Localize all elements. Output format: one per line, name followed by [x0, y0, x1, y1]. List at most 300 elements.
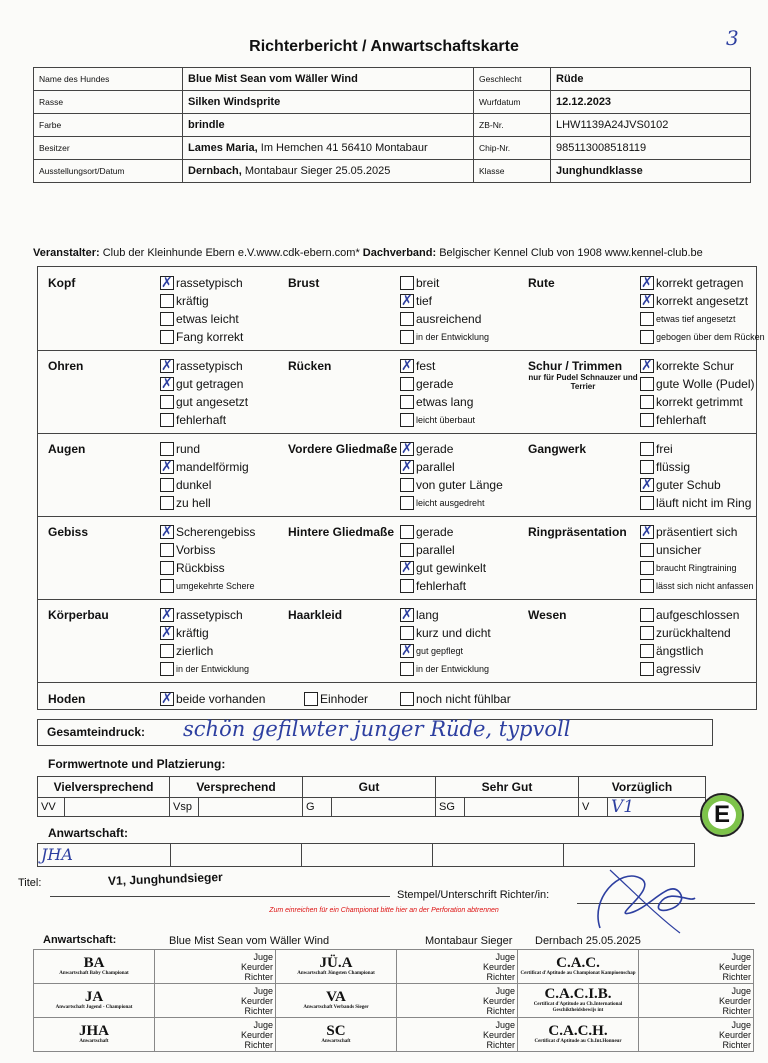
- checkbox-label: etwas leicht: [176, 312, 239, 326]
- checkbox-icon[interactable]: [160, 359, 174, 373]
- checkbox-rute-1[interactable]: [640, 294, 748, 308]
- class-label: Klasse: [474, 160, 551, 183]
- grade-cell-g[interactable]: [332, 798, 436, 817]
- judge-text: Richter: [486, 971, 515, 982]
- checkbox-label: in der Entwicklung: [416, 664, 490, 674]
- checkbox-wesen-1[interactable]: [640, 626, 731, 640]
- category-sub-label: nur für Pudel Schnauzer und Terrier: [528, 373, 638, 391]
- checkbox-haarkleid-0[interactable]: [400, 608, 439, 622]
- checkbox-label: gut angesetzt: [176, 395, 249, 409]
- zb-label: ZB-Nr.: [474, 114, 551, 137]
- checkbox-icon[interactable]: [400, 442, 414, 456]
- checkbox-brust-2[interactable]: [400, 312, 481, 326]
- checkbox-label: präsentiert sich: [656, 525, 738, 539]
- checkbox-augen-2[interactable]: [160, 478, 211, 492]
- checkbox-label: gute Wolle (Pudel): [656, 377, 755, 391]
- certificate-code: JÜ.A: [319, 955, 353, 971]
- certificate-code-cell[interactable]: [518, 950, 639, 984]
- checkbox-icon[interactable]: [640, 294, 654, 308]
- checkbox-label: in der Entwicklung: [416, 332, 490, 342]
- checkbox-icon[interactable]: [400, 330, 414, 344]
- checkbox-label: gut gewinkelt: [416, 561, 487, 575]
- checkbox-icon[interactable]: [160, 644, 174, 658]
- grade-cell-vsp[interactable]: [199, 798, 303, 817]
- checkbox-label: von guter Länge: [416, 478, 503, 492]
- checkbox-label: läuft nicht im Ring: [656, 496, 752, 510]
- association-text: Belgischer Kennel Club von 1908 www.kennel-club.be: [436, 247, 703, 259]
- certificate-code-cell[interactable]: [276, 950, 397, 984]
- class-value: Junghundklasse: [551, 160, 751, 183]
- checkbox-schur-1[interactable]: [640, 377, 755, 391]
- checkbox-icon[interactable]: [160, 561, 174, 575]
- checkbox-icon[interactable]: [400, 496, 414, 510]
- checkbox-label: Einhoder: [320, 692, 369, 706]
- checkbox-brust-1[interactable]: [400, 294, 432, 308]
- checkbox-icon[interactable]: [400, 312, 414, 326]
- category-label: Ringpräsentation: [528, 525, 627, 539]
- bottom-show: Montabaur Sieger: [425, 935, 513, 947]
- checkbox-icon[interactable]: [640, 626, 654, 640]
- checkbox-gebiss-0[interactable]: [160, 525, 255, 539]
- checkbox-icon[interactable]: [160, 330, 174, 344]
- organizer-label: Veranstalter:: [33, 247, 100, 259]
- checkbox-brust-0[interactable]: [400, 276, 439, 290]
- checkbox-label: Vorbiss: [176, 543, 216, 557]
- checkbox-ohren-0[interactable]: [160, 359, 243, 373]
- checkbox-icon[interactable]: [160, 294, 174, 308]
- checkbox-icon[interactable]: [160, 608, 174, 622]
- checkbox-icon[interactable]: [640, 478, 654, 492]
- checkbox-icon[interactable]: [160, 442, 174, 456]
- owner-value: [183, 137, 474, 160]
- checkbox-ohren-1[interactable]: [160, 377, 243, 391]
- page-number: 3: [726, 26, 739, 50]
- grade-code-v: V: [579, 798, 608, 817]
- checkbox-label: dunkel: [176, 478, 212, 492]
- checkbox-icon[interactable]: [400, 377, 414, 391]
- checkbox-icon[interactable]: [640, 525, 654, 539]
- checkbox-icon[interactable]: [400, 608, 414, 622]
- owner-address: Im Hemchen 41 56410 Montabaur: [257, 142, 428, 154]
- judge-text: Richter: [244, 1005, 273, 1016]
- judge-text: Juge: [253, 985, 273, 996]
- anwartschaft-value[interactable]: JHA: [38, 844, 171, 867]
- checkbox-icon[interactable]: [160, 312, 174, 326]
- table-row: [34, 137, 751, 160]
- checkbox-vordere-0[interactable]: [400, 442, 453, 456]
- judge-text: Keurder: [718, 995, 751, 1006]
- checkbox-ruecken-3[interactable]: [400, 413, 475, 427]
- checkbox-icon[interactable]: [640, 276, 654, 290]
- checkbox-label: aufgeschlossen: [656, 608, 740, 622]
- certificate-code: SC: [326, 1023, 346, 1039]
- certificate-code-cell[interactable]: [34, 984, 155, 1018]
- checkbox-label: frei: [656, 442, 673, 456]
- grade-cell-sg[interactable]: [465, 798, 579, 817]
- table-row: [34, 950, 754, 984]
- certificate-code-cell[interactable]: [276, 984, 397, 1018]
- checkbox-icon[interactable]: [160, 543, 174, 557]
- checkbox-koerperbau-1[interactable]: [160, 626, 209, 640]
- show-value: [183, 160, 474, 183]
- judge-cell: [639, 950, 754, 984]
- checkbox-icon[interactable]: [160, 626, 174, 640]
- category-label: Rücken: [288, 359, 332, 373]
- checkbox-vordere-1[interactable]: [400, 460, 455, 474]
- checkbox-label: etwas tief angesetzt: [656, 314, 736, 324]
- checkbox-kopf-0[interactable]: [160, 276, 243, 290]
- checkbox-icon[interactable]: [160, 413, 174, 427]
- category-ring: [528, 525, 627, 539]
- certificate-code: JHA: [79, 1023, 109, 1039]
- judge-text: Keurder: [718, 1029, 751, 1040]
- checkbox-hoden-2[interactable]: [400, 692, 511, 706]
- checkbox-augen-0[interactable]: [160, 442, 200, 456]
- color-value: brindle: [183, 114, 474, 137]
- checkbox-ring-2[interactable]: [640, 561, 737, 575]
- checkbox-ohren-3[interactable]: [160, 413, 226, 427]
- checkbox-label: umgekehrte Schere: [176, 581, 255, 591]
- checkbox-ohren-2[interactable]: [160, 395, 248, 409]
- category-label: Haarkleid: [288, 608, 343, 622]
- certificate-code-cell[interactable]: [518, 1018, 639, 1052]
- checkbox-icon[interactable]: [400, 359, 414, 373]
- bottom-place-date: Dernbach 25.05.2025: [535, 935, 641, 947]
- judge-text: Juge: [495, 985, 515, 996]
- checkbox-wesen-2[interactable]: [640, 644, 703, 658]
- grade-cell-vv[interactable]: [65, 798, 170, 817]
- checkbox-label: in der Entwicklung: [176, 664, 250, 674]
- checkbox-haarkleid-1[interactable]: [400, 626, 491, 640]
- category-label: Schur / Trimmen: [528, 359, 623, 373]
- checkbox-gangwerk-0[interactable]: [640, 442, 673, 456]
- show-label: Ausstellungsort/Datum: [34, 160, 183, 183]
- checkbox-label: korrekt angesetzt: [656, 294, 749, 308]
- checkbox-label: gebogen über dem Rücken: [656, 332, 765, 342]
- judge-cell: [155, 950, 276, 984]
- category-label: Vordere Gliedmaße: [288, 442, 398, 456]
- checkbox-icon[interactable]: [640, 460, 654, 474]
- checkbox-icon[interactable]: [400, 276, 414, 290]
- checkbox-icon[interactable]: [640, 561, 654, 575]
- category-label: Körperbau: [48, 608, 109, 622]
- checkbox-icon[interactable]: [160, 579, 174, 593]
- judge-text: Richter: [722, 1039, 751, 1050]
- overall-value: schön gefilwter junger Rüde, typvoll: [183, 717, 571, 741]
- checkbox-label: zurückhaltend: [656, 626, 731, 640]
- checkbox-icon[interactable]: [160, 478, 174, 492]
- checkbox-icon[interactable]: [400, 561, 414, 575]
- checkbox-icon[interactable]: [640, 395, 654, 409]
- checkbox-icon[interactable]: [400, 395, 414, 409]
- checkbox-schur-0[interactable]: [640, 359, 734, 373]
- certificate-code: JA: [84, 989, 104, 1005]
- checkbox-kopf-3[interactable]: [160, 330, 243, 344]
- table-row: [34, 1018, 754, 1052]
- category-label: Brust: [288, 276, 320, 290]
- grade-header-g: Gut: [303, 777, 436, 798]
- checkbox-icon[interactable]: [640, 377, 654, 391]
- judge-cell: [639, 984, 754, 1018]
- badge-letter: E: [713, 801, 730, 828]
- category-schur: [528, 359, 638, 391]
- certificate-sub: Anwartschaft Verbands Sieger: [303, 1005, 369, 1010]
- anwartschaft-cell[interactable]: [171, 844, 302, 867]
- checkbox-ring-3[interactable]: [640, 579, 754, 593]
- checkbox-gebiss-3[interactable]: [160, 579, 255, 593]
- checkbox-icon[interactable]: [640, 359, 654, 373]
- checkbox-gebiss-2[interactable]: [160, 561, 225, 575]
- checkbox-icon[interactable]: [640, 662, 654, 676]
- checkbox-haarkleid-2[interactable]: [400, 644, 463, 658]
- checkbox-koerperbau-0[interactable]: [160, 608, 243, 622]
- checkbox-icon[interactable]: [400, 579, 414, 593]
- checkbox-label: rassetypisch: [176, 359, 243, 373]
- titel-value[interactable]: V1, Junghundsieger: [107, 870, 223, 888]
- checkbox-icon[interactable]: [400, 525, 414, 539]
- checkbox-icon[interactable]: [640, 644, 654, 658]
- checkbox-rute-0[interactable]: [640, 276, 743, 290]
- category-ohren: [48, 359, 83, 373]
- checkbox-icon[interactable]: [400, 626, 414, 640]
- checkbox-rute-2[interactable]: [640, 312, 736, 326]
- sex-label: Geschlecht: [474, 68, 551, 91]
- certificate-code-cell[interactable]: [34, 950, 155, 984]
- checkbox-kopf-1[interactable]: [160, 294, 209, 308]
- checkbox-vordere-3[interactable]: [400, 496, 485, 510]
- checkbox-label: rassetypisch: [176, 608, 243, 622]
- grade-header-sg: Sehr Gut: [436, 777, 579, 798]
- judge-cell: [397, 950, 518, 984]
- grade-code-vsp: Vsp: [170, 798, 199, 817]
- checkbox-label: korrekt getrimmt: [656, 395, 743, 409]
- bottom-label: Anwartschaft:: [43, 934, 117, 946]
- checkbox-icon[interactable]: [160, 525, 174, 539]
- judge-text: Richter: [486, 1005, 515, 1016]
- certificate-code: C.A.C.H.: [548, 1023, 608, 1039]
- perforation-note: Zum einreichen für ein Championat bitte hier an der Perforation abtrennen: [269, 907, 499, 914]
- sex-value: Rüde: [551, 68, 751, 91]
- table-row: [34, 114, 751, 137]
- category-wesen: [528, 608, 566, 622]
- checkbox-gangwerk-1[interactable]: [640, 460, 690, 474]
- judge-text: Keurder: [718, 961, 751, 972]
- judge-cell: [397, 1018, 518, 1052]
- show-name-date: Montabaur Sieger 25.05.2025: [241, 165, 391, 177]
- checkbox-icon[interactable]: [400, 294, 414, 308]
- checkbox-label: unsicher: [656, 543, 702, 557]
- dog-info-table: [33, 67, 751, 183]
- checkbox-icon[interactable]: [400, 413, 414, 427]
- checkbox-icon[interactable]: [640, 330, 654, 344]
- checkbox-rute-3[interactable]: [640, 330, 765, 344]
- checkbox-icon[interactable]: [400, 662, 414, 676]
- checkbox-label: gut gepflegt: [416, 646, 464, 656]
- overall-label: Gesamteindruck:: [47, 725, 146, 739]
- certificate-code: VA: [326, 989, 346, 1005]
- judge-text: Juge: [731, 985, 751, 996]
- grade-table: [37, 776, 706, 817]
- checkbox-hoden-1[interactable]: [304, 692, 368, 706]
- checkbox-label: gerade: [416, 442, 454, 456]
- checkbox-wesen-0[interactable]: [640, 608, 739, 622]
- checkbox-label: gut getragen: [176, 377, 244, 391]
- category-haarkleid: [288, 608, 342, 622]
- checkbox-label: mandelförmig: [176, 460, 249, 474]
- checkbox-gangwerk-3[interactable]: [640, 496, 751, 510]
- certificate-code: BA: [83, 955, 105, 971]
- checkbox-icon[interactable]: [640, 608, 654, 622]
- checkbox-label: lässt sich nicht anfassen: [656, 581, 754, 591]
- category-label: Hintere Gliedmaße: [288, 525, 395, 539]
- checkbox-label: fehlerhaft: [176, 413, 227, 427]
- checkbox-hintere-2[interactable]: [400, 561, 486, 575]
- judge-text: Keurder: [482, 1029, 515, 1040]
- checkbox-label: Scherengebiss: [176, 525, 256, 539]
- checkbox-augen-1[interactable]: [160, 460, 249, 474]
- judge-text: Richter: [244, 1039, 273, 1050]
- checkbox-label: guter Schub: [656, 478, 721, 492]
- anwartschaft-label: Anwartschaft:: [48, 826, 129, 840]
- checkbox-hoden-0[interactable]: [160, 692, 265, 706]
- checkbox-icon[interactable]: [160, 395, 174, 409]
- checkbox-hintere-0[interactable]: [400, 525, 453, 539]
- checkbox-icon[interactable]: [400, 692, 414, 706]
- certificate-sub: Certificat d'Aptitude au Ch.International Geschiktheidsbewijs int: [533, 1002, 623, 1013]
- checkbox-wesen-3[interactable]: [640, 662, 701, 676]
- anwartschaft-cell[interactable]: [433, 844, 564, 867]
- color-label: Farbe: [34, 114, 183, 137]
- checkbox-icon[interactable]: [640, 543, 654, 557]
- checkbox-gebiss-1[interactable]: [160, 543, 215, 557]
- association-label: Dachverband:: [359, 247, 437, 259]
- titel-line: [50, 896, 390, 897]
- grade-code-sg: SG: [436, 798, 465, 817]
- checkbox-icon[interactable]: [640, 496, 654, 510]
- checkbox-label: noch nicht fühlbar: [416, 692, 511, 706]
- category-vordere: [288, 442, 397, 456]
- checkbox-hintere-3[interactable]: [400, 579, 466, 593]
- certificate-sub: Certificat d'Aptitude au Ch.Int.Honneur: [534, 1039, 622, 1044]
- checkbox-icon[interactable]: [160, 662, 174, 676]
- checkbox-gangwerk-2[interactable]: [640, 478, 721, 492]
- checkbox-label: leicht ausgedreht: [416, 498, 485, 508]
- category-label: Ohren: [48, 359, 84, 373]
- checkbox-label: korrekt getragen: [656, 276, 744, 290]
- checkbox-label: tief: [416, 294, 433, 308]
- checkbox-schur-2[interactable]: [640, 395, 743, 409]
- checkbox-ring-0[interactable]: [640, 525, 737, 539]
- bottom-certificate: [33, 929, 768, 1063]
- checkbox-ruecken-0[interactable]: [400, 359, 435, 373]
- certificate-code-cell[interactable]: [34, 1018, 155, 1052]
- checkbox-label: flüssig: [656, 460, 691, 474]
- page-title: Richterbericht / Anwartschaftskarte: [249, 38, 519, 55]
- grade-code-g: G: [303, 798, 332, 817]
- checkbox-icon[interactable]: [640, 579, 654, 593]
- category-label: Gebiss: [48, 525, 89, 539]
- checkbox-icon[interactable]: [160, 460, 174, 474]
- signature-icon: [580, 858, 700, 938]
- checkbox-kopf-2[interactable]: [160, 312, 239, 326]
- checkbox-label: Rückbiss: [176, 561, 225, 575]
- checkbox-ring-1[interactable]: [640, 543, 701, 557]
- checkbox-icon[interactable]: [640, 413, 654, 427]
- judge-text: Richter: [722, 971, 751, 982]
- certificate-sub: Anwartschaft: [79, 1039, 109, 1044]
- checkbox-icon[interactable]: [400, 644, 414, 658]
- table-row: [34, 984, 754, 1018]
- checkbox-icon[interactable]: [400, 460, 414, 474]
- category-augen: [48, 442, 85, 456]
- judge-text: Juge: [731, 1019, 751, 1030]
- checkbox-vordere-2[interactable]: [400, 478, 503, 492]
- e-badge-icon: [700, 793, 744, 837]
- checkbox-schur-3[interactable]: [640, 413, 706, 427]
- checkbox-label: rund: [176, 442, 201, 456]
- certificate-code-cell[interactable]: [276, 1018, 397, 1052]
- birthdate-value: 12.12.2023: [551, 91, 751, 114]
- checkbox-icon[interactable]: [640, 312, 654, 326]
- organizer-line: [33, 247, 758, 259]
- chip-value: 985113008518119: [551, 137, 751, 160]
- judge-cell: [639, 1018, 754, 1052]
- checkbox-ruecken-2[interactable]: [400, 395, 473, 409]
- checkbox-label: etwas lang: [416, 395, 474, 409]
- checkbox-haarkleid-3[interactable]: [400, 662, 489, 676]
- checkbox-label: zierlich: [176, 644, 214, 658]
- checkbox-koerperbau-2[interactable]: [160, 644, 213, 658]
- category-ruecken: [288, 359, 331, 373]
- checkbox-label: ängstlich: [656, 644, 704, 658]
- checkbox-icon[interactable]: [160, 276, 174, 290]
- checkbox-label: leicht überbaut: [416, 415, 476, 425]
- bottom-dog-name: Blue Mist Sean vom Wäller Wind: [169, 935, 330, 947]
- checkbox-ruecken-1[interactable]: [400, 377, 453, 391]
- judge-text: Keurder: [240, 995, 273, 1006]
- checkbox-icon[interactable]: [640, 442, 654, 456]
- checkbox-label: rassetypisch: [176, 276, 243, 290]
- checkbox-label: agressiv: [656, 662, 701, 676]
- category-label: Augen: [48, 442, 86, 456]
- grade-cell-v[interactable]: V1: [608, 798, 706, 817]
- checkbox-hintere-1[interactable]: [400, 543, 455, 557]
- certificate-sub: Anwartschaft: [321, 1039, 351, 1044]
- checkbox-icon[interactable]: [160, 692, 174, 706]
- table-row: [38, 777, 706, 798]
- checkbox-icon[interactable]: [160, 496, 174, 510]
- judge-text: Keurder: [240, 1029, 273, 1040]
- checkbox-koerperbau-3[interactable]: [160, 662, 249, 676]
- overall-impression[interactable]: [37, 719, 713, 746]
- name-label: Name des Hundes: [34, 68, 183, 91]
- category-brust: [288, 276, 319, 290]
- judge-cell: [155, 1018, 276, 1052]
- checkbox-icon[interactable]: [400, 543, 414, 557]
- checkbox-label: lang: [416, 608, 439, 622]
- checkbox-augen-3[interactable]: [160, 496, 211, 510]
- breed-label: Rasse: [34, 91, 183, 114]
- checkbox-icon[interactable]: [304, 692, 318, 706]
- checkbox-icon[interactable]: [160, 377, 174, 391]
- checkbox-brust-3[interactable]: [400, 330, 489, 344]
- certificate-code-cell[interactable]: [518, 984, 639, 1018]
- certificate-sub: Certificat d'Aptitude au Championat Kampioenschap: [520, 971, 636, 976]
- checkbox-icon[interactable]: [400, 478, 414, 492]
- certificate-table: [33, 949, 754, 1052]
- category-label: Kopf: [48, 276, 76, 290]
- anwartschaft-cell[interactable]: [302, 844, 433, 867]
